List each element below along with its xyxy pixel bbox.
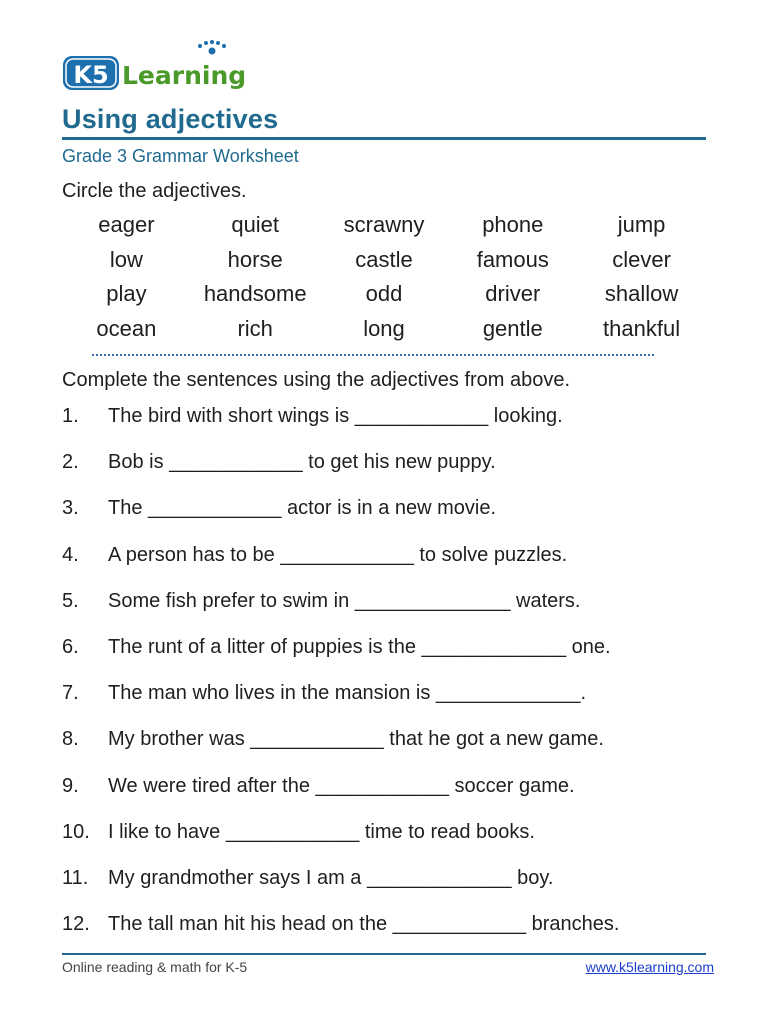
footer-tagline: Online reading & math for K-5	[62, 959, 248, 975]
word-item[interactable]: ocean	[96, 315, 157, 341]
word-item[interactable]: play	[106, 281, 147, 307]
word-item[interactable]: long	[363, 315, 405, 341]
k5-learning-logo	[62, 38, 262, 94]
sentence-number: 10.	[62, 820, 90, 843]
sentence-number: 11.	[62, 866, 89, 889]
footer-website-link[interactable]: www.k5learning.com	[585, 959, 714, 975]
sentence-text: Bob is ____________ to get his new puppy.	[108, 451, 496, 474]
sentence-text: The man who lives in the mansion is _____________.	[108, 682, 587, 705]
sentence-item	[62, 682, 706, 728]
sentence-text: The bird with short wings is ____________ looking.	[108, 405, 563, 427]
sentence-text: My grandmother says I am a _____________ boy.	[108, 866, 554, 889]
word-item[interactable]: rich	[237, 315, 273, 341]
word-item[interactable]: famous	[476, 246, 549, 272]
sentence-number: 2.	[62, 451, 79, 474]
footer-divider	[62, 953, 706, 955]
sentence-number: 12.	[62, 913, 90, 936]
word-item[interactable]: phone	[482, 212, 544, 238]
sentence-text: Some fish prefer to swim in ______________ waters.	[108, 589, 581, 612]
sentence-text: I like to have ____________ time to read books.	[108, 820, 535, 843]
sentence-text: My brother was ____________ that he got a new game.	[108, 728, 604, 751]
logo-learning-text: Learning	[122, 61, 247, 90]
sentence-text: The runt of a litter of puppies is the _____________ one.	[108, 635, 611, 658]
sentence-number: 5.	[62, 589, 79, 612]
word-item[interactable]: scrawny	[343, 212, 425, 238]
page-subtitle: Grade 3 Grammar Worksheet	[62, 146, 299, 166]
word-item[interactable]: low	[109, 246, 143, 272]
word-item[interactable]: shallow	[604, 281, 679, 307]
sentence-text: A person has to be ____________ to solve puzzles.	[108, 543, 568, 566]
sentence-number: 4.	[62, 543, 79, 566]
sentence-number: 8.	[62, 728, 79, 751]
logo-stars	[198, 40, 226, 55]
word-item[interactable]: quiet	[231, 212, 280, 238]
sentence-item	[62, 775, 706, 821]
title-underline	[62, 137, 706, 140]
sentence-text: We were tired after the ____________ soccer game.	[108, 774, 575, 797]
sentence-item	[62, 405, 706, 451]
word-item[interactable]: odd	[365, 281, 403, 307]
sentence-number: 7.	[62, 682, 79, 705]
adjective-word-grid	[62, 208, 706, 346]
sentence-text: The tall man hit his head on the ____________ branches.	[108, 913, 620, 936]
sentence-item	[62, 590, 706, 636]
word-item[interactable]: handsome	[203, 281, 307, 307]
logo-k5-text: K5	[73, 61, 109, 89]
word-item[interactable]: driver	[485, 281, 541, 307]
word-item[interactable]: jump	[617, 212, 666, 238]
word-item[interactable]: gentle	[482, 315, 543, 341]
sentence-item	[62, 497, 706, 543]
sentence-text: The ____________ actor is in a new movie.	[108, 497, 497, 520]
word-item[interactable]: clever	[612, 246, 671, 272]
sentence-number: 3.	[62, 497, 79, 520]
sentence-number: 9.	[62, 774, 79, 797]
sentence-list	[62, 405, 706, 959]
sentence-item	[62, 821, 706, 867]
sentence-item	[62, 544, 706, 590]
word-item[interactable]: horse	[227, 246, 283, 272]
dotted-divider	[92, 354, 654, 356]
k5-logo-svg	[62, 38, 262, 94]
page-title: Using adjectives	[62, 104, 279, 134]
sentence-item	[62, 451, 706, 497]
word-item[interactable]: thankful	[603, 315, 681, 341]
sentence-number: 6.	[62, 635, 79, 658]
sentence-item	[62, 636, 706, 682]
sentence-item	[62, 867, 706, 913]
word-item[interactable]: eager	[98, 212, 155, 238]
sentence-number: 1.	[62, 405, 79, 427]
complete-instruction: Complete the sentences using the adjectives from above.	[62, 369, 571, 391]
word-item[interactable]: castle	[355, 246, 413, 272]
sentence-item	[62, 728, 706, 774]
circle-instruction: Circle the adjectives.	[62, 180, 247, 202]
